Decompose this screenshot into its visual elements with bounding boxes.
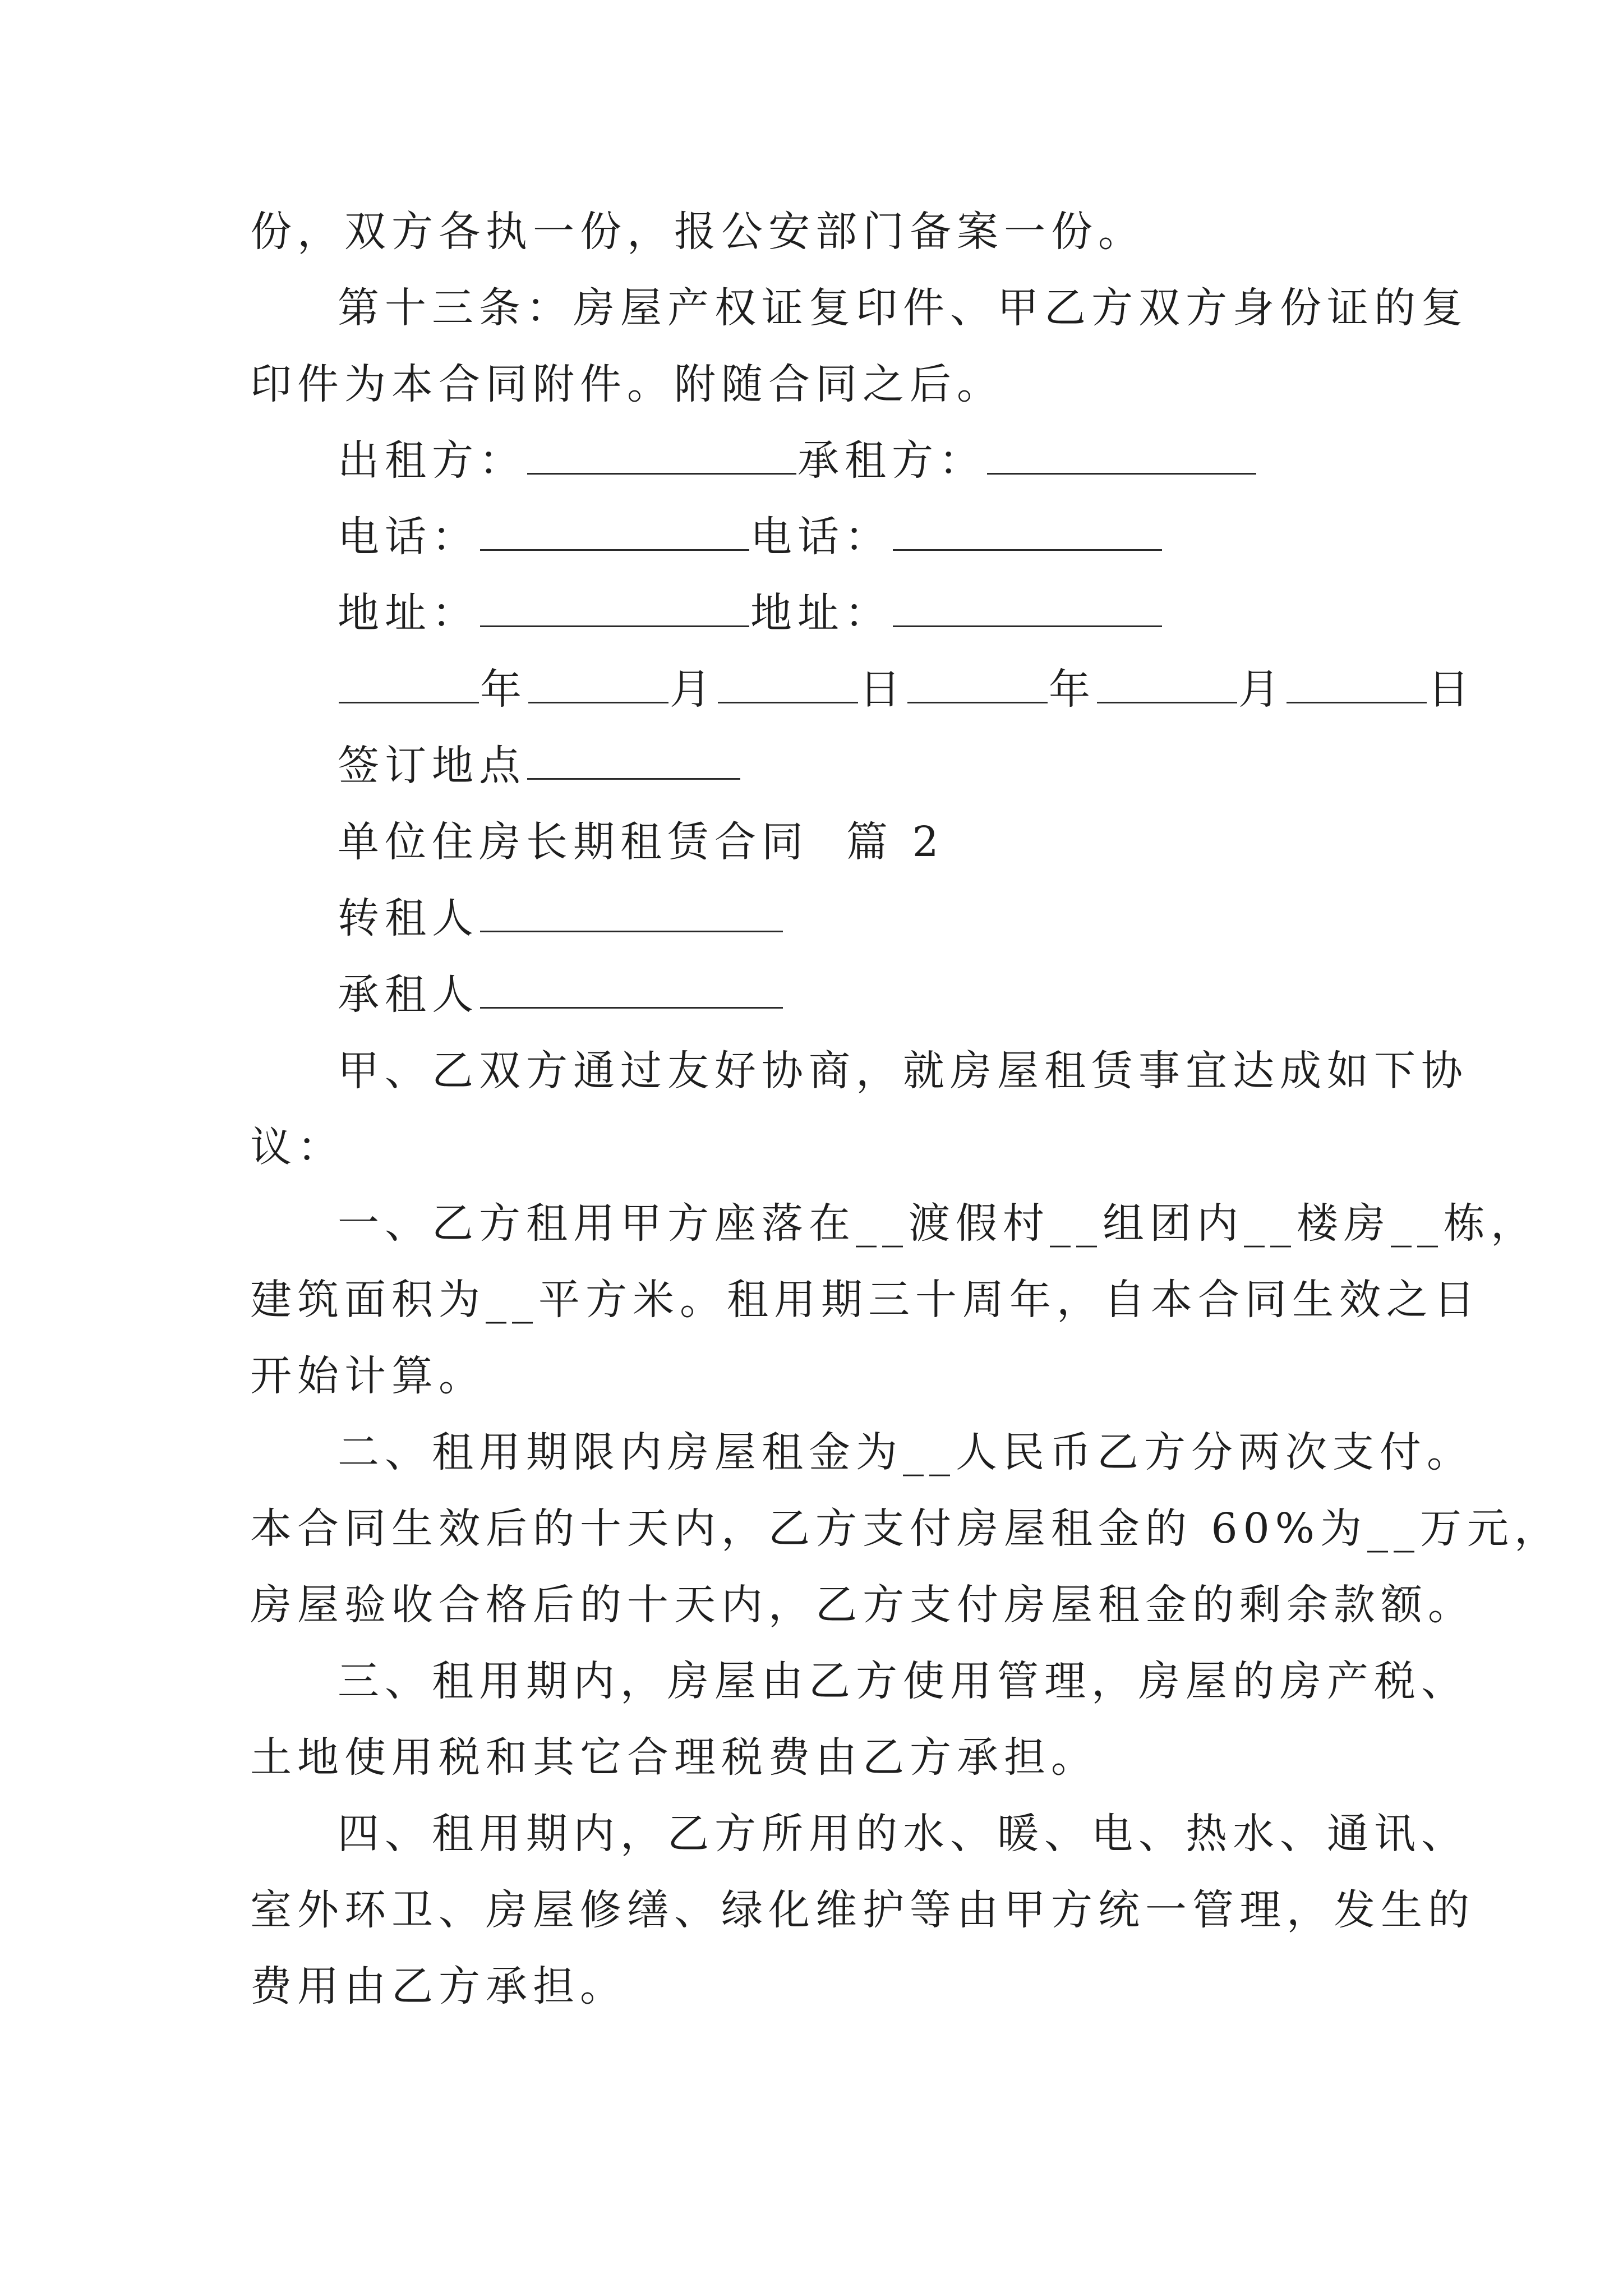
clause-3-line xyxy=(250,1719,1417,1796)
clause-2-line xyxy=(250,1490,1561,1567)
clause-2-line xyxy=(250,1567,1475,1643)
text: 四、租用期内，乙方所用的水、暖、电、热水、通讯、 xyxy=(338,1810,1468,1858)
sublessee-label: 承租人 xyxy=(338,970,479,1019)
party-row xyxy=(250,422,1417,499)
day-label: 日 xyxy=(1428,665,1475,714)
clause-1-line xyxy=(250,1185,1538,1262)
text: 议： xyxy=(250,1123,344,1171)
clause-1-line xyxy=(250,1262,1481,1338)
lessor-blank xyxy=(527,439,796,475)
sign-place-row xyxy=(250,728,1417,804)
text: 本合同生效后的十天内，乙方支付房屋租金的 60%为__万元， xyxy=(250,1504,1561,1553)
text: 甲、乙双方通过友好协商，就房屋租赁事宜达成如下协 xyxy=(338,1047,1468,1095)
text-line xyxy=(250,194,1417,270)
lessee-label: 承租方： xyxy=(797,436,986,485)
month-blank xyxy=(528,668,668,703)
text: 房屋验收合格后的十天内，乙方支付房屋租金的剩余款额。 xyxy=(250,1581,1475,1629)
sign-place-blank xyxy=(527,744,740,780)
text-line xyxy=(250,346,1417,422)
text: 份，双方各执一份，报公安部门备案一份。 xyxy=(250,208,1145,256)
month-label: 月 xyxy=(670,665,717,714)
paragraph-line xyxy=(250,1033,1468,1109)
phone-row xyxy=(250,499,1417,575)
text: 开始计算。 xyxy=(250,1352,486,1400)
day-label: 日 xyxy=(859,665,906,714)
lessor-label: 出租方： xyxy=(338,436,526,485)
clause-2-line xyxy=(250,1414,1474,1490)
month-label: 月 xyxy=(1238,665,1285,714)
text: 费用由乙方承担。 xyxy=(250,1962,627,2010)
year-blank xyxy=(339,668,479,703)
section-title-text: 单位住房长期租赁合同 篇 2 xyxy=(338,818,944,866)
sublessor-blank xyxy=(480,897,783,932)
phone-label: 电话： xyxy=(750,513,892,561)
year-blank xyxy=(907,668,1048,703)
day-blank xyxy=(1287,668,1427,703)
text: 印件为本合同附件。附随合同之后。 xyxy=(250,360,1004,408)
sublessor-label: 转租人 xyxy=(338,894,479,942)
phone-blank xyxy=(480,516,749,551)
address-label: 地址： xyxy=(338,589,479,637)
sublessor-row xyxy=(250,880,1417,956)
text: 二、租用期限内房屋租金为__人民币乙方分两次支付。 xyxy=(338,1428,1474,1476)
clause-4-line xyxy=(250,1796,1468,1872)
address-blank xyxy=(893,592,1162,627)
clause-3-line xyxy=(250,1643,1468,1719)
section-title xyxy=(250,804,1417,880)
clause-1-line xyxy=(250,1338,1417,1414)
clause-4-line xyxy=(250,1872,1475,1948)
sublessee-blank xyxy=(480,973,783,1009)
article-13-line xyxy=(250,270,1468,346)
sublessee-row xyxy=(250,956,1417,1033)
year-label: 年 xyxy=(480,665,527,714)
address-row xyxy=(250,575,1417,651)
sign-place-label: 签订地点 xyxy=(338,742,526,790)
address-label: 地址： xyxy=(750,589,892,637)
clause-4-line xyxy=(250,1948,1417,2024)
paragraph-line xyxy=(250,1109,1417,1185)
day-blank xyxy=(718,668,858,703)
text: 室外环卫、房屋修缮、绿化维护等由甲方统一管理，发生的 xyxy=(250,1886,1475,1934)
document-body xyxy=(250,194,1561,2024)
lessee-blank xyxy=(987,439,1256,475)
text: 第十三条：房屋产权证复印件、甲乙方双方身份证的复 xyxy=(338,284,1468,332)
text: 三、租用期内，房屋由乙方使用管理，房屋的房产税、 xyxy=(338,1657,1468,1705)
date-row xyxy=(250,651,1475,728)
month-blank xyxy=(1097,668,1237,703)
text: 建筑面积为__平方米。租用期三十周年，自本合同生效之日 xyxy=(250,1276,1481,1324)
year-label: 年 xyxy=(1049,665,1096,714)
address-blank xyxy=(480,592,749,627)
phone-blank xyxy=(893,516,1162,551)
phone-label: 电话： xyxy=(338,513,479,561)
text: 一、乙方租用甲方座落在__渡假村__组团内__楼房__栋， xyxy=(338,1199,1538,1248)
text: 土地使用税和其它合理税费由乙方承担。 xyxy=(250,1733,1098,1782)
